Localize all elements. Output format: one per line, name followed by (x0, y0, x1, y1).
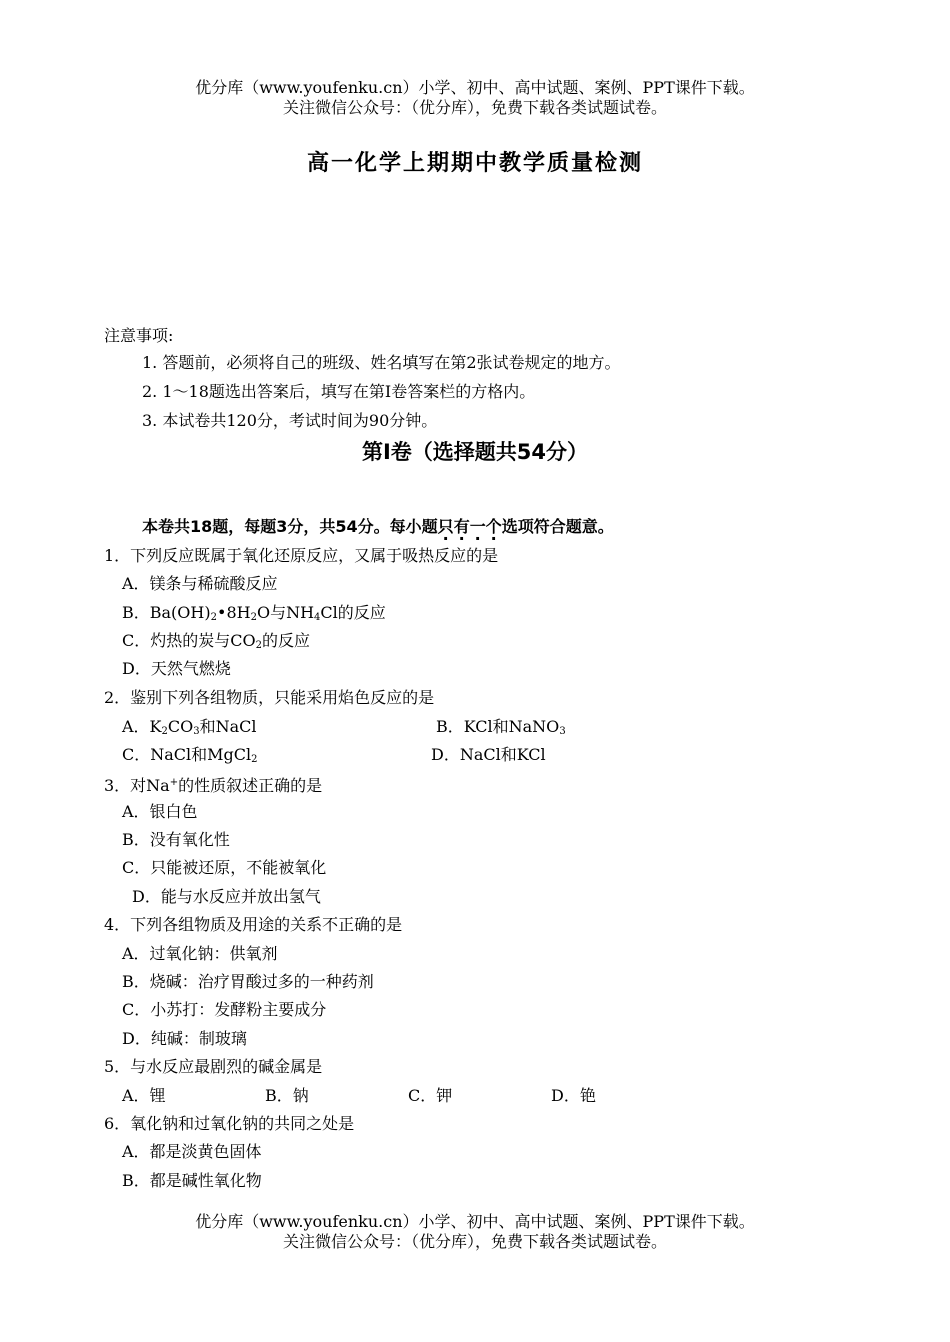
section-instruction (142, 514, 614, 537)
emphasis-char: 个 (485, 517, 502, 536)
notice-item-3: 3. 本试卷共120分，考试时间为90分钟。 (142, 411, 438, 430)
question-2-option-d: D．NaCl和KCl (431, 745, 546, 764)
question-5-stem: 5．与水反应最剧烈的碱金属是 (104, 1057, 323, 1076)
question-5-option-b: B．钠 (265, 1086, 309, 1105)
question-3-option-a: A．银白色 (122, 802, 198, 821)
section-title: 第Ⅰ卷（选择题共54分） (361, 440, 589, 464)
emphasis-char: 有 (453, 517, 470, 536)
question-6-option-b: B．都是碱性氧化物 (122, 1171, 262, 1190)
question-1-option-b: B．$Ba(OH)_2•8H_2O$与$NH_4Cl$的反应 (122, 603, 386, 623)
question-5-option-a: A．锂 (122, 1086, 166, 1105)
question-3-option-c: C．只能被还原，不能被氧化 (122, 858, 327, 877)
emphasis-char: 一 (469, 517, 486, 536)
question-1-option-c: C．灼热的炭与$CO_2$的反应 (122, 631, 310, 651)
footer-line-1: 优分库（www.youfenku.cn）小学、初中、高中试题、案例、PPT课件下载。 (195, 1212, 755, 1231)
notice-heading: 注意事项: (104, 326, 174, 345)
question-5-option-d: D．铯 (551, 1086, 596, 1105)
question-3-option-b: B．没有氧化性 (122, 830, 230, 849)
instruction-text-after: 选项符合题意。 (501, 517, 614, 536)
notice-item-1: 1. 答题前，必须将自己的班级、姓名填写在第2张试卷规定的地方。 (142, 353, 621, 372)
question-1-stem: 1．下列反应既属于氧化还原反应，又属于吸热反应的是 (104, 546, 499, 565)
header-line-1: 优分库（www.youfenku.cn）小学、初中、高中试题、案例、PPT课件下载。 (195, 78, 755, 97)
header-line-2: 关注微信公众号：（优分库），免费下载各类试题试卷。 (282, 98, 667, 117)
question-2-option-a: A．$K_2CO_3$和NaCl (122, 717, 257, 737)
question-2-option-c: C．NaCl和MgCl$_2$ (122, 745, 258, 765)
question-2-option-b: B．KCl和NaNO$_3$ (436, 717, 566, 737)
instruction-text-before: 本卷共18题，每题3分，共54分。每小题 (142, 517, 438, 536)
emphasis-char: 只 (437, 517, 454, 536)
question-6-stem: 6．氧化钠和过氧化钠的共同之处是 (104, 1114, 355, 1133)
question-6-option-a: A．都是淡黄色固体 (122, 1142, 262, 1161)
question-3-option-d: D．能与水反应并放出氢气 (132, 887, 321, 906)
question-4-stem: 4．下列各组物质及用途的关系不正确的是 (104, 915, 403, 934)
question-2-stem: 2．鉴别下列各组物质，只能采用焰色反应的是 (104, 688, 435, 707)
footer-line-2: 关注微信公众号：（优分库），免费下载各类试题试卷。 (282, 1232, 667, 1251)
notice-item-2: 2. 1～18题选出答案后，填写在第Ⅰ卷答案栏的方格内。 (142, 382, 536, 401)
page-title: 高一化学上期期中教学质量检测 (306, 150, 643, 176)
question-4-option-d: D．纯碱：制玻璃 (122, 1029, 247, 1048)
question-5-option-c: C．钾 (408, 1086, 453, 1105)
question-4-option-b: B．烧碱：治疗胃酸过多的一种药剂 (122, 972, 374, 991)
question-3-stem: 3．对Na+的性质叙述正确的是 (104, 776, 323, 795)
question-4-option-c: C．小苏打：发酵粉主要成分 (122, 1000, 327, 1019)
question-1-option-d: D．天然气燃烧 (122, 659, 231, 678)
question-1-option-a: A．镁条与稀硫酸反应 (122, 574, 278, 593)
question-4-option-a: A．过氧化钠：供氧剂 (122, 944, 278, 963)
